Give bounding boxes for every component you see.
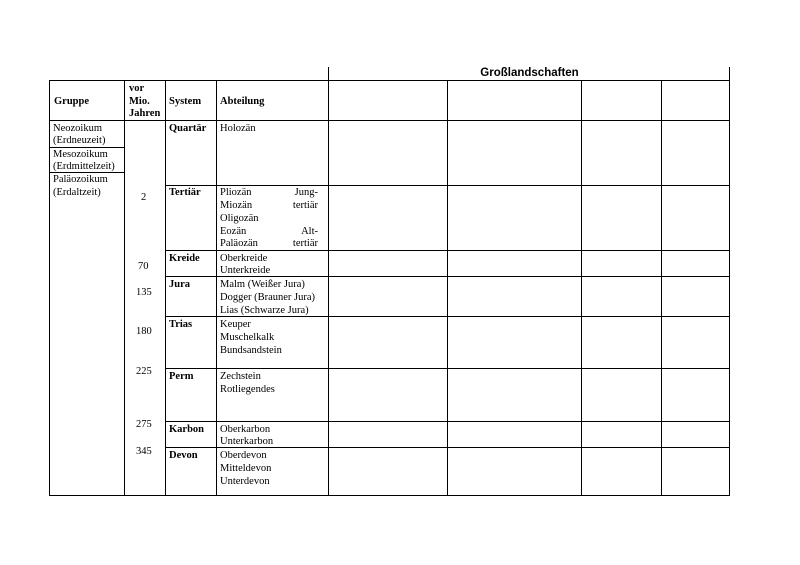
abteilung-unterkarbon: Unterkarbon (220, 436, 274, 447)
table-border-right (729, 67, 730, 496)
abteilung-lias: Lias (Schwarze Jura) (220, 305, 309, 316)
age-value: 225 (136, 366, 152, 377)
age-value: 180 (136, 326, 152, 337)
abteilung-zechstein: Zechstein (220, 371, 261, 382)
abteilung-oberdevon: Oberdevon (220, 450, 267, 461)
abteilung-unterdevon: Unterdevon (220, 476, 270, 487)
age-value: 275 (136, 419, 152, 430)
header-vor-line1: vor (129, 83, 145, 94)
table-border-bottom (49, 495, 730, 496)
age-value: 135 (136, 287, 152, 298)
age-value: 70 (138, 261, 149, 272)
system-tertiaer: Tertiär (169, 187, 201, 198)
table-border-top (49, 80, 730, 81)
age-value: 2 (141, 192, 147, 203)
col-divider-landschaft-3 (581, 80, 582, 496)
abteilung-malm: Malm (Weißer Jura) (220, 279, 305, 290)
abteilung-jungtertiaer: tertiär (292, 200, 318, 211)
col-divider-landschaft-2 (447, 80, 448, 496)
abteilung-eozaen: Eozän (220, 226, 247, 237)
header-vor-line3: Jahren (129, 108, 161, 119)
abteilung-miozaen: Miozän (220, 200, 253, 211)
abteilung-line (220, 237, 318, 250)
system-perm: Perm (169, 371, 194, 382)
header-system: System (169, 96, 202, 107)
gruppe-mesozoikum: Mesozoikum (53, 149, 108, 160)
col-divider-vor (124, 80, 125, 496)
abteilung-holozaen: Holozän (220, 123, 256, 134)
system-karbon: Karbon (169, 424, 205, 435)
gruppe-mesozoikum-sub: (Erdmittelzeit) (53, 161, 115, 172)
abteilung-line (220, 186, 318, 199)
abteilung-bundsandstein: Bundsandstein (220, 345, 282, 356)
abteilung-pliozaen: Pliozän (220, 187, 252, 198)
abteilung-muschelkalk: Muschelkalk (220, 332, 275, 343)
gruppe-palaeozoikum-sub: (Erdaltzeit) (53, 187, 101, 198)
age-value: 345 (136, 446, 152, 457)
gruppe-palaeozoikum: Paläozoikum (53, 174, 108, 185)
header-vor-line2: Mio. (129, 96, 150, 107)
header-abteilung: Abteilung (220, 96, 265, 107)
abteilung-alttertiaer: tertiär (292, 238, 318, 249)
abteilung-palaeozaen: Paläozän (220, 238, 258, 249)
system-quartaer: Quartär (169, 123, 207, 134)
table-border-left (49, 80, 50, 496)
system-devon: Devon (169, 450, 198, 461)
abteilung-jung: Jung- (294, 187, 318, 198)
gruppe-neozoikum-sub: (Erdneuzeit) (53, 135, 106, 146)
header-divider (49, 120, 730, 121)
abteilung-rotliegendes: Rotliegendes (220, 384, 275, 395)
grosslandschaften-header: Großlandschaften (480, 67, 579, 79)
col-divider-abteilung (216, 80, 217, 496)
system-trias: Trias (169, 319, 193, 330)
abteilung-oberkarbon: Oberkarbon (220, 424, 271, 435)
col-divider-landschaft-1 (328, 67, 329, 496)
col-divider-landschaft-4 (661, 80, 662, 496)
abteilung-mitteldevon: Mitteldevon (220, 463, 272, 474)
abteilung-oberkreide: Oberkreide (220, 253, 268, 264)
abteilung-oligozaen: Oligozän (220, 213, 259, 224)
system-kreide: Kreide (169, 253, 200, 264)
abteilung-alt: Alt- (301, 226, 318, 237)
gruppe-neozoikum: Neozoikum (53, 123, 102, 134)
abteilung-unterkreide: Unterkreide (220, 265, 271, 276)
header-gruppe: Gruppe (54, 96, 90, 107)
abteilung-dogger: Dogger (Brauner Jura) (220, 292, 316, 303)
col-divider-system (165, 80, 166, 496)
system-jura: Jura (169, 279, 190, 290)
abteilung-keuper: Keuper (220, 319, 251, 330)
abteilung-line (220, 199, 318, 212)
